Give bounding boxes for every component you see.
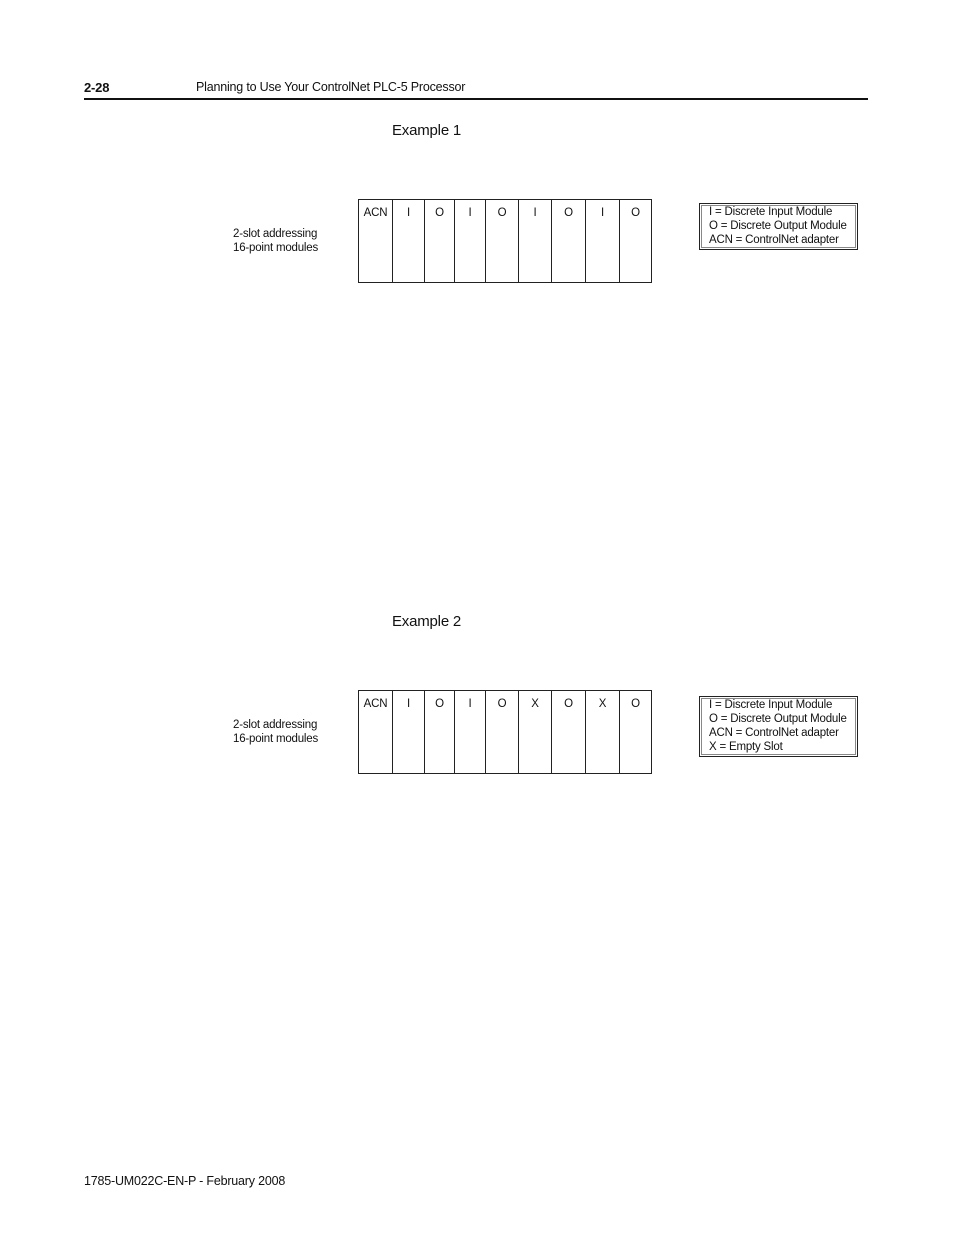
chassis-slot: O: [485, 691, 518, 773]
legend-entry: X = Empty Slot: [709, 741, 783, 753]
note-line: 16-point modules: [233, 242, 319, 254]
chassis-slot: I: [392, 691, 424, 773]
chassis-slot: O: [551, 200, 585, 282]
chassis-slot: O: [619, 200, 651, 282]
chassis-slot: O: [424, 200, 454, 282]
note-line: 16-point modules: [233, 733, 319, 745]
chassis-slot: ACN: [363, 698, 388, 710]
chassis-slot: ACN: [363, 207, 388, 219]
example-2-chassis: [358, 690, 652, 774]
example-2-title: Example 2: [392, 613, 462, 630]
note-line: 2-slot addressing: [233, 719, 318, 731]
chassis-slot: X: [518, 691, 551, 773]
legend-entry: O = Discrete Output Module: [709, 220, 847, 232]
legend-entry: ACN = ControlNet adapter: [709, 727, 839, 739]
example-2-note: [233, 718, 318, 746]
example-1-chassis: [358, 199, 652, 283]
example-2-legend: [699, 696, 858, 757]
page-number: 2-28: [84, 80, 110, 95]
chassis-slot: I: [392, 200, 424, 282]
chassis-slot: I: [518, 200, 551, 282]
chassis-slot: O: [619, 691, 651, 773]
chassis-slot: I: [454, 200, 485, 282]
header-rule: [84, 98, 868, 100]
chassis-slot: X: [585, 691, 619, 773]
legend-entry: ACN = ControlNet adapter: [709, 234, 839, 246]
legend-entry: O = Discrete Output Module: [709, 713, 847, 725]
note-line: 2-slot addressing: [233, 228, 318, 240]
chassis-slot: O: [485, 200, 518, 282]
chassis-slot: I: [454, 691, 485, 773]
document-id: 1785-UM022C-EN-P - February 2008: [84, 1174, 286, 1188]
example-1-title: Example 1: [392, 122, 462, 139]
running-title: Planning to Use Your ControlNet PLC-5 Processor: [196, 80, 466, 94]
chassis-slot: O: [424, 691, 454, 773]
legend-entry: I = Discrete Input Module: [709, 206, 833, 218]
chassis-slot: O: [551, 691, 585, 773]
legend-entry: I = Discrete Input Module: [709, 699, 833, 711]
example-1-legend: [699, 203, 858, 250]
example-1-note: [233, 227, 318, 255]
chassis-slot: I: [585, 200, 619, 282]
